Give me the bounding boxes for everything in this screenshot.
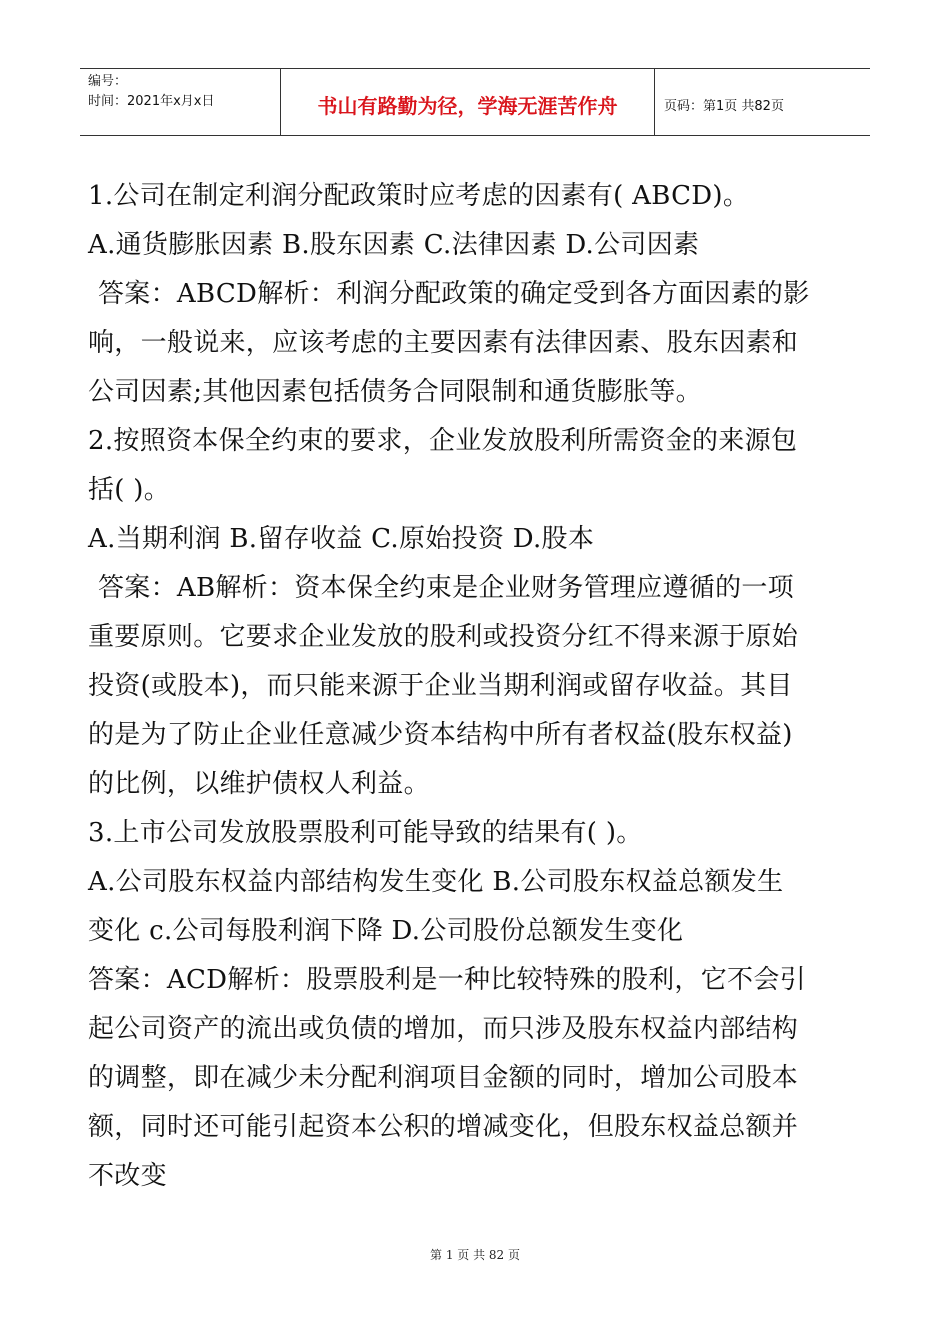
document-number-label: 编号：: [88, 74, 128, 89]
question-2-answer-line: 答案：AB解析：资本保全约束是企业财务管理应遵循的一项: [98, 573, 794, 603]
document-body: [88, 172, 868, 1201]
header-meta: [80, 69, 281, 135]
question-2-title: 括( )。: [88, 475, 171, 505]
question-1-title: 1.公司在制定利润分配政策时应考虑的因素有( ABCD)。: [88, 181, 750, 211]
question-3-answer-line: 的调整，即在减少未分配利润项目金额的同时，增加公司股本: [88, 1063, 799, 1093]
question-2-answer-line: 的是为了防止企业任意减少资本结构中所有者权益(股东权益): [88, 720, 793, 750]
question-3-answer-line: 不改变: [88, 1161, 167, 1191]
question-1-answer-line: 答案：ABCD解析：利润分配政策的确定受到各方面因素的影: [98, 279, 810, 309]
document-time-label: 时间：2021年x月x日: [88, 94, 215, 109]
question-3-answer-line: 起公司资产的流出或负债的增加，而只涉及股东权益内部结构: [88, 1014, 799, 1044]
header-motto: 书山有路勤为径，学海无涯苦作舟: [281, 69, 655, 135]
question-3-title: 3.上市公司发放股票股利可能导致的结果有( )。: [88, 818, 643, 848]
question-1-answer-line: 响，一般说来，应该考虑的主要因素有法律因素、股东因素和: [88, 328, 799, 358]
question-2-answer-line: 重要原则。它要求企业发放的股利或投资分红不得来源于原始: [88, 622, 799, 652]
question-2-options: A.当期利润 B.留存收益 C.原始投资 D.股本: [88, 524, 595, 554]
question-3-options: A.公司股东权益内部结构发生变化 B.公司股东权益总额发生: [88, 867, 784, 897]
question-3-options: 变化 c.公司每股利润下降 D.公司股份总额发生变化: [88, 916, 684, 946]
page-footer: 第 1 页 共 82 页: [430, 1248, 520, 1262]
question-2-answer-line: 的比例，以维护债权人利益。: [88, 769, 430, 799]
page-header: [80, 68, 870, 136]
question-1-options: A.通货膨胀因素 B.股东因素 C.法律因素 D.公司因素: [88, 230, 700, 260]
question-3-answer-line: 答案：ACD解析：股票股利是一种比较特殊的股利，它不会引: [88, 965, 806, 995]
question-3-answer-line: 额，同时还可能引起资本公积的增减变化，但股东权益总额并: [88, 1112, 799, 1142]
question-2-title: 2.按照资本保全约束的要求，企业发放股利所需资金的来源包: [88, 426, 798, 456]
header-page-code: 页码：第1页 共82页: [664, 98, 784, 114]
question-1-answer-line: 公司因素;其他因素包括债务合同限制和通货膨胀等。: [88, 377, 702, 407]
question-2-answer-line: 投资(或股本)，而只能来源于企业当期利润或留存收益。其目: [88, 671, 793, 701]
